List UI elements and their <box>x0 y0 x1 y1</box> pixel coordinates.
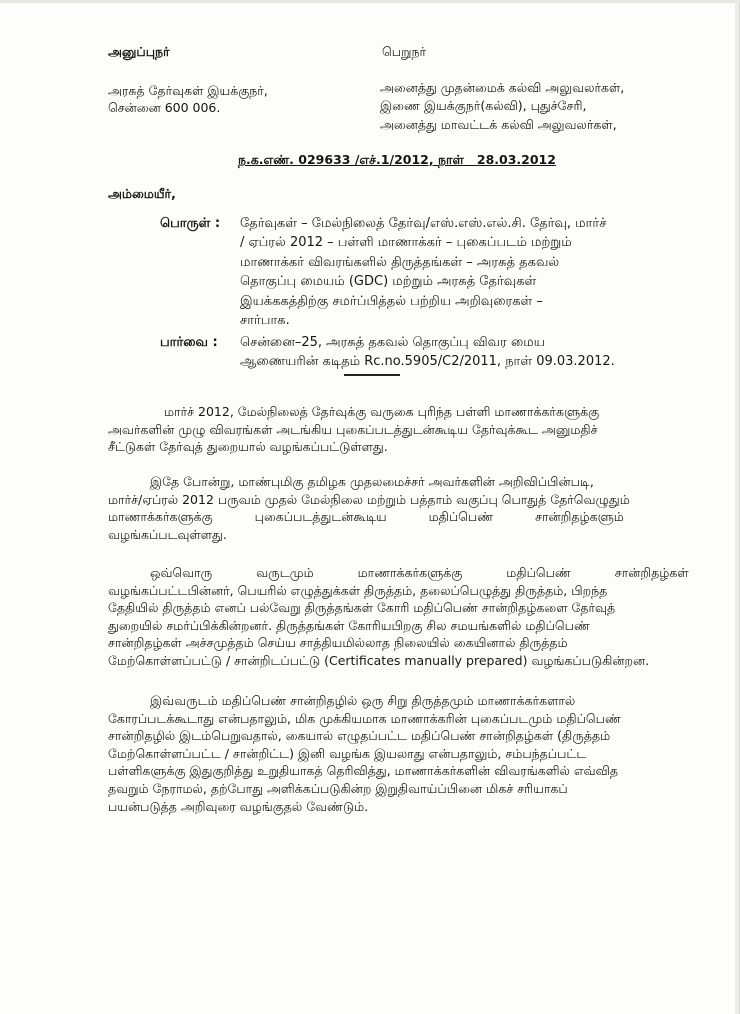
paragraph-line: ஒவ்வொரு வருடமும் மாணாக்கர்களுக்கு மதிப்பெண் சான்றிதழ்கள் <box>150 565 689 580</box>
reference-number-line <box>238 152 556 168</box>
ref-date: 28.03.2012 <box>476 152 556 167</box>
paragraph-line: தேதியில் திருத்தம் எனப் பல்வேறு திருத்தங்கள் கோரி மதிப்பெண் சான்றிதழ்களை தேர்வுத் <box>108 600 616 616</box>
subject-line: தொகுப்பு மையம் (GDC) மற்றும் அரசுத் தேர்வுகள் <box>240 274 537 290</box>
sender-line-1: அரசுத் தேர்வுகள் இயக்குநர், <box>108 83 268 98</box>
subject-line: / ஏப்ரல் 2012 – பள்ளி மாணாக்கர் – புகைப்படம் மற்றும் <box>240 235 572 251</box>
reference-label: பார்வை : <box>160 335 218 350</box>
sender-heading: அனுப்புநர் <box>108 44 170 59</box>
paragraph-2 <box>108 473 630 543</box>
subject-text <box>240 214 607 330</box>
paragraph-4 <box>108 692 621 815</box>
salutation: அம்மையீர், <box>108 186 176 201</box>
subject-line: இயக்ககத்திற்கு சமர்ப்பித்தல் பற்றிய அறிவுரைகள் – <box>240 293 543 309</box>
paragraph-line: தவறும் நேராமல், தற்போது அளிக்கப்படுகின்ற இறுதிவாய்ப்பினை மிகச் சரியாகப் <box>108 780 568 796</box>
paragraph-line: மாணாக்கர்களுக்கு புகைப்படத்துடன்கூடிய மதிப்பெண் சான்றிதழ்களும் <box>108 509 624 525</box>
reference-line: சென்னை–25, அரசுத் தகவல் தொகுப்பு விவர மைய <box>240 335 545 350</box>
reference-separator <box>344 374 400 376</box>
recipient-line-3: அனைத்து மாவட்டக் கல்வி அலுவலர்கள், <box>380 117 617 132</box>
subject-line: தேர்வுகள் – மேல்நிலைத் தேர்வு/எஸ்.எஸ்.எல்.சி. தேர்வு, மார்ச் <box>240 216 607 231</box>
scan-edge-top <box>0 0 740 3</box>
scan-edge-right <box>735 0 739 1014</box>
paragraph-line: கோரப்படக்கூடாது என்பதாலும், மிக முக்கியமாக மாணாக்கரின் புகைப்படமும் மதிப்பெண் <box>108 710 621 726</box>
recipient-line-1: அனைத்து முதன்மைக் கல்வி அலுவலர்கள், <box>380 80 625 95</box>
paragraph-line: அவர்களின் முழு விவரங்கள் அடங்கிய புகைப்படத்துடன்கூடிய தேர்வுக்கூட அனுமதிச் <box>108 421 598 437</box>
paragraph-line: இவ்வருடம் மதிப்பெண் சான்றிதழில் ஒரு சிறு திருத்தமும் மாணாக்கர்களால் <box>150 693 576 708</box>
ref-date-label: நாள் <box>437 152 464 167</box>
paragraph-line: வழங்கப்பட்டபின்னர், பெயரில் எழுத்துக்கள் திருத்தம், தலைப்பெழுத்து திருத்தம், பிறந்த <box>108 582 608 598</box>
paragraph-line: வழங்கப்படவுள்ளது. <box>108 526 227 542</box>
subject-label: பொருள் : <box>160 216 221 231</box>
paragraph-line: சீட்டுகள் தேர்வுத் துறையால் வழங்கப்பட்டுள்ளது. <box>108 439 388 455</box>
paragraph-1 <box>108 403 599 456</box>
paragraph-line: மார்ச்/ஏப்ரல் 2012 பருவம் முதல் மேல்நிலை மற்றும் பத்தாம் வகுப்பு பொதுத் தேர்வெழுதும் <box>108 491 630 507</box>
paragraph-line: சான்றிதழில் இடம்பெறுவதால், கையால் எழுதப்பட்ட மதிப்பெண் சான்றிதழ்கள் (திருத்தம் <box>108 728 611 744</box>
paragraph-line: மார்ச் 2012, மேல்நிலைத் தேர்வுக்கு வருகை புரிந்த பள்ளி மாணாக்கர்களுக்கு <box>164 404 600 419</box>
paragraph-line: மேற்கொள்ளப்பட்டு / சான்றிடப்பட்டு (Certificates manually prepared) வழங்கப்படுகின்றன. <box>108 652 650 668</box>
ref-prefix: ந.க.எண். <box>238 152 294 167</box>
sender-line-2: சென்னை 600 006. <box>108 100 221 115</box>
paragraph-line: சான்றிதழ்கள் அச்சமுத்தம் செய்ய சாத்தியமில்லாத நிலையில் கையினால் திருத்தம் <box>108 635 568 651</box>
paragraph-line: துறையில் சமர்ப்பிக்கின்றனர். திருத்தங்கள் கோரியபிறகு சில சமயங்களில் மதிப்பெண் <box>108 617 590 633</box>
reference-text <box>240 333 615 371</box>
subject-line: சார்பாக. <box>240 313 290 329</box>
paragraph-line: பயன்படுத்த அறிவுரை வழங்குதல் வேண்டும். <box>108 798 369 814</box>
ref-number: 029633 /எச்.1/2012, <box>298 152 434 167</box>
paragraph-3 <box>108 564 689 670</box>
recipient-heading: பெறுநர் <box>382 44 427 59</box>
recipient-line-2: இணை இயக்குநர்(கல்வி), புதுச்சேரி, <box>380 98 587 113</box>
reference-line: ஆணையரின் கடிதம் Rc.no.5905/C2/2011, நாள் 09.03.2012. <box>240 354 615 369</box>
paragraph-line: மேற்கொள்ளப்பட்ட / சான்றிட்ட) இனி வழங்க இயலாது என்பதாலும், சம்பந்தப்பட்ட <box>108 745 587 761</box>
paragraph-line: பள்ளிகளுக்கு இதுகுறித்து உறுதியாகத் தெரிவித்து, மாணாக்கர்களின் விவரங்களில் எவ்வித <box>108 763 618 779</box>
paragraph-line: இதே போன்று, மாண்புமிகு தமிழக முதலமைச்சர் அவர்களின் அறிவிப்பின்படி, <box>150 474 594 489</box>
subject-line: மாணாக்கர் விவரங்களில் திருத்தங்கள் – அரசுத் தகவல் <box>240 254 560 270</box>
